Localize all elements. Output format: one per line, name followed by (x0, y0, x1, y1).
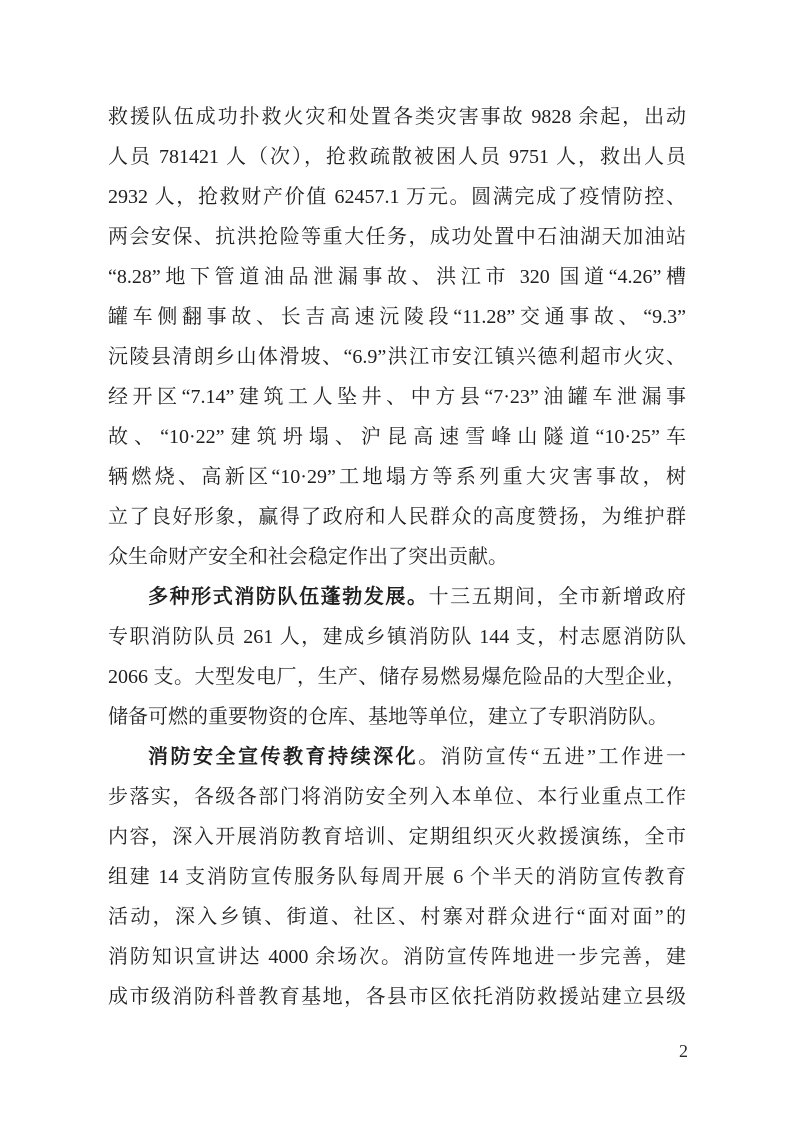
text-line (108, 937, 686, 977)
text-line (108, 417, 686, 457)
text-run: 故、“10·22”建筑坍塌、沪昆高速雪峰山隧道“10·25”车 (108, 426, 686, 448)
text-line (108, 657, 686, 697)
text-run: 两会安保、抗洪抢险等重大任务，成功处置中石油湖天加油站 (108, 226, 686, 248)
text-run: 2066 支。大型发电厂，生产、储存易燃易爆危险品的大型企业， (108, 666, 686, 688)
text-run: 成市级消防科普教育基地，各县市区依托消防救援站建立县级 (108, 986, 686, 1008)
text-line (108, 977, 686, 1017)
text-run: 人员 781421 人（次），抢救疏散被困人员 9751 人，救出人员 (108, 146, 686, 168)
text-run: 辆燃烧、高新区“10·29”工地塌方等系列重大灾害事故，树 (108, 466, 686, 488)
text-line (108, 897, 686, 937)
text-line (108, 337, 686, 377)
text-run: 专职消防队员 261 人，建成乡镇消防队 144 支，村志愿消防队 (108, 626, 686, 648)
text-run: 经开区“7.14”建筑工人坠井、中方县“7·23”油罐车泄漏事 (108, 386, 686, 408)
text-line (108, 497, 686, 537)
text-line (108, 457, 686, 497)
text-line (108, 537, 686, 577)
text-run: 组建 14 支消防宣传服务队每周开展 6 个半天的消防宣传教育 (108, 866, 686, 888)
text-line (108, 577, 686, 617)
text-line (108, 377, 686, 417)
text-run: 活动，深入乡镇、街道、社区、村寨对群众进行“面对面”的 (108, 906, 686, 928)
text-line (108, 777, 686, 817)
text-line (108, 857, 686, 897)
paragraph-heading: 多种形式消防队伍蓬勃发展。 (148, 586, 429, 608)
text-run: 众生命财产安全和社会稳定作出了突出贡献。 (108, 546, 508, 568)
text-run: 救援队伍成功扑救火灾和处置各类灾害事故 9828 余起，出动 (108, 106, 686, 128)
text-run: 。消防宣传“五进”工作进一 (418, 746, 686, 768)
text-run: “8.28”地下管道油品泄漏事故、洪江市 320 国道“4.26”槽 (108, 266, 686, 288)
text-line (108, 697, 686, 737)
text-line (108, 297, 686, 337)
text-line (108, 817, 686, 857)
text-run: 罐车侧翻事故、长吉高速沅陵段“11.28”交通事故、“9.3” (108, 306, 686, 328)
text-line (108, 617, 686, 657)
text-line (108, 97, 686, 137)
text-line (108, 177, 686, 217)
text-run: 十三五期间，全市新增政府 (428, 586, 686, 608)
text-run: 储备可燃的重要物资的仓库、基地等单位，建立了专职消防队。 (108, 706, 668, 728)
text-line (108, 217, 686, 257)
paragraph-heading: 消防安全宣传教育持续深化 (148, 746, 419, 768)
text-line (108, 257, 686, 297)
text-run: 立了良好形象，赢得了政府和人民群众的高度赞扬，为维护群 (108, 506, 686, 528)
page-number: 2 (679, 1041, 688, 1061)
text-run: 消防知识宣讲达 4000 余场次。消防宣传阵地进一步完善，建 (108, 946, 686, 968)
text-run: 内容，深入开展消防教育培训、定期组织灭火救援演练，全市 (108, 826, 686, 848)
text-line (108, 737, 686, 777)
text-run: 2932 人，抢救财产价值 62457.1 万元。圆满完成了疫情防控、 (108, 186, 686, 208)
text-line (108, 137, 686, 177)
text-run: 步落实，各级各部门将消防安全列入本单位、本行业重点工作 (108, 786, 686, 808)
text-run: 沅陵县清朗乡山体滑坡、“6.9”洪江市安江镇兴德利超市火灾、 (108, 346, 686, 368)
text-block (108, 97, 686, 1017)
